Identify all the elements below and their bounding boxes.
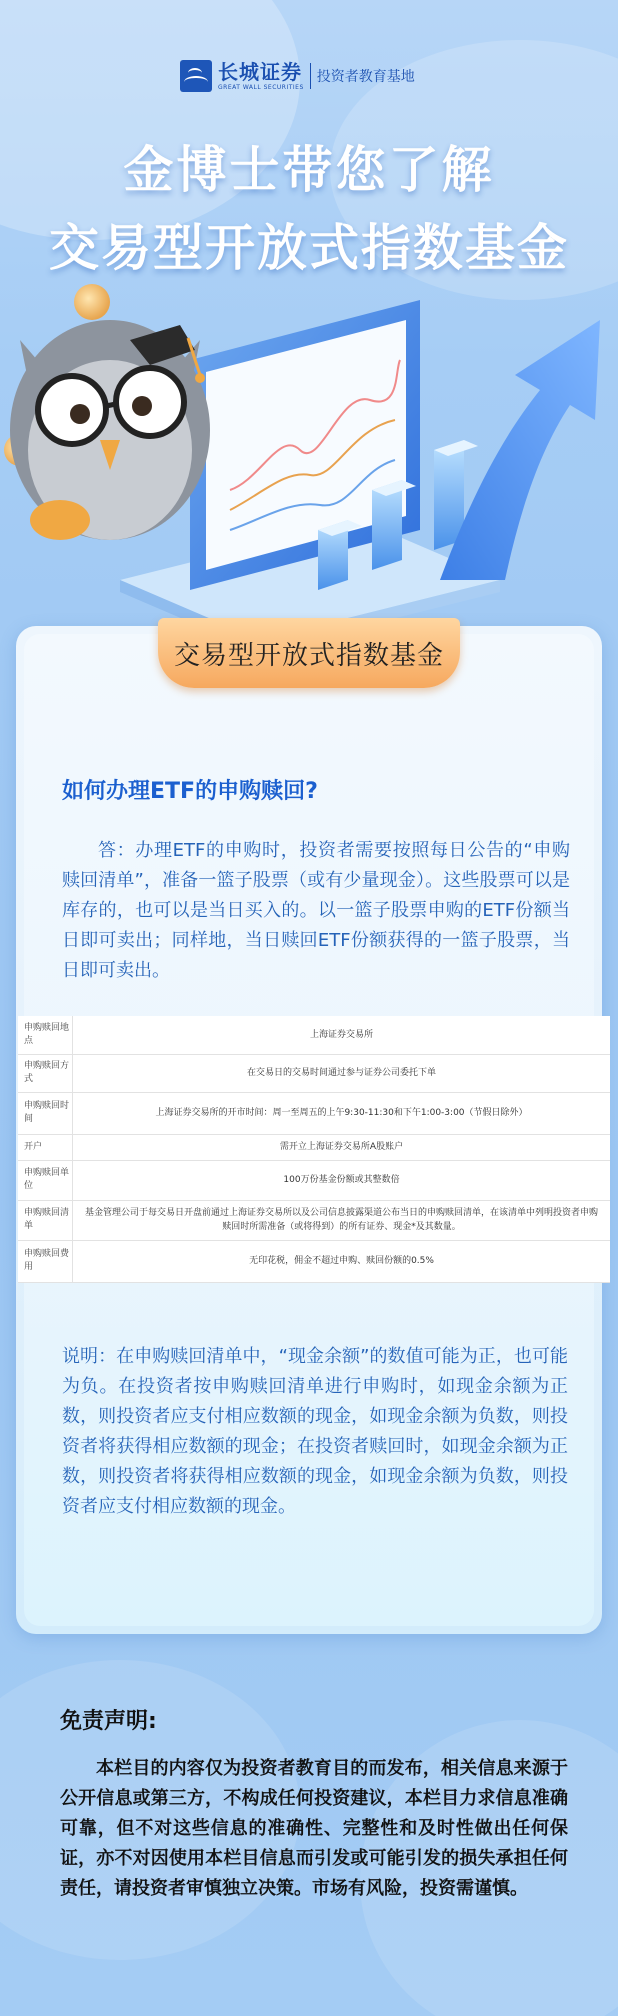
background-blob <box>0 0 300 240</box>
table-key-cell: 申购赎回费用 <box>18 1240 73 1282</box>
table-key-cell: 申购赎回单位 <box>18 1160 73 1200</box>
table-row <box>18 1134 610 1160</box>
table-value-cell: 上海证券交易所的开市时间：周一至周五的上午9:30-11:30和下午1:00-3:00（节假日除外） <box>73 1092 611 1134</box>
table-row <box>18 1240 610 1282</box>
section-ribbon <box>158 618 460 688</box>
page-title-line2: 交易型开放式指数基金 <box>49 219 569 277</box>
note-paragraph: 说明：在申购赎回清单中，“现金余额”的数值可能为正，也可能为负。在投资者按申购赎回清单进行申购时，如现金余额为正数，则投资者应支付相应数额的现金，如现金余额为负数，则投资者将获得相应数额的现金；在投资者赎回时，如现金余额为正数，则投资者将获得相应数额的现金，如现金余额为负数，则投资者应支付相应数额的现金。 <box>62 1346 568 1517</box>
table-value-cell: 100万份基金份额或其整数倍 <box>73 1160 611 1200</box>
table-key-cell: 申购赎回地点 <box>18 1016 73 1054</box>
table-value-cell: 基金管理公司于每交易日开盘前通过上海证券交易所以及公司信息披露渠道公布当日的申购赎回清单，在该清单中列明投资者申购赎回时所需准备（或将得到）的所有证券、现金*及其数量。 <box>73 1200 611 1240</box>
table-key-cell: 申购赎回清单 <box>18 1200 73 1240</box>
table-value-cell: 需开立上海证券交易所A股账户 <box>73 1134 611 1160</box>
answer-paragraph: 答：办理ETF的申购时，投资者需要按照每日公告的“申购赎回清单”，准备一篮子股票（或有少量现金）。这些股票可以是库存的，也可以是当日买入的。以一篮子股票申购的ETF份额当日即可卖出；同样地，当日赎回ETF份额获得的一篮子股票，当日即可卖出。 <box>62 840 570 981</box>
question-heading: 如何办理ETF的申购赎回? <box>62 779 318 804</box>
brand-logo <box>180 58 415 94</box>
etf-subscription-table <box>18 1016 610 1283</box>
table-value-cell: 上海证券交易所 <box>73 1016 611 1054</box>
hero-illustration <box>0 280 618 620</box>
table-key-cell: 申购赎回方式 <box>18 1054 73 1092</box>
great-wall-logo-icon <box>180 60 212 92</box>
table-row <box>18 1054 610 1092</box>
table-key-cell: 申购赎回时间 <box>18 1092 73 1134</box>
coin-icon <box>74 284 110 320</box>
logo-subtitle: 投资者教育基地 <box>316 69 415 85</box>
section-ribbon-label: 交易型开放式指数基金 <box>173 640 444 671</box>
table-row <box>18 1200 610 1240</box>
logo-english-name: GREAT WALL SECURITIES <box>218 83 304 91</box>
logo-chinese-name: 长城证券 <box>218 59 302 84</box>
logo-text <box>218 59 304 91</box>
table-row <box>18 1092 610 1134</box>
owl-mascot-icon <box>10 320 210 540</box>
disclaimer-heading: 免责声明: <box>60 1709 157 1734</box>
table-key-cell: 开户 <box>18 1134 73 1160</box>
table-value-cell: 无印花税，佣金不超过申购、赎回份额的0.5% <box>73 1240 611 1282</box>
table-value-cell: 在交易日的交易时间通过参与证券公司委托下单 <box>73 1054 611 1092</box>
table-row <box>18 1016 610 1054</box>
page-title-line1: 金博士带您了解 <box>123 141 495 199</box>
table-row <box>18 1160 610 1200</box>
disclaimer-paragraph: 本栏目的内容仅为投资者教育目的而发布，相关信息来源于公开信息或第三方，不构成任何投资建议，本栏目力求信息准确可靠，但不对这些信息的准确性、完整性和及时性做出任何保证，亦不对因使用本栏目信息而引发或可能引发的损失承担任何责任，请投资者审慎独立决策。市场有风险，投资需谨慎。 <box>60 1758 568 1899</box>
logo-divider <box>310 63 311 89</box>
